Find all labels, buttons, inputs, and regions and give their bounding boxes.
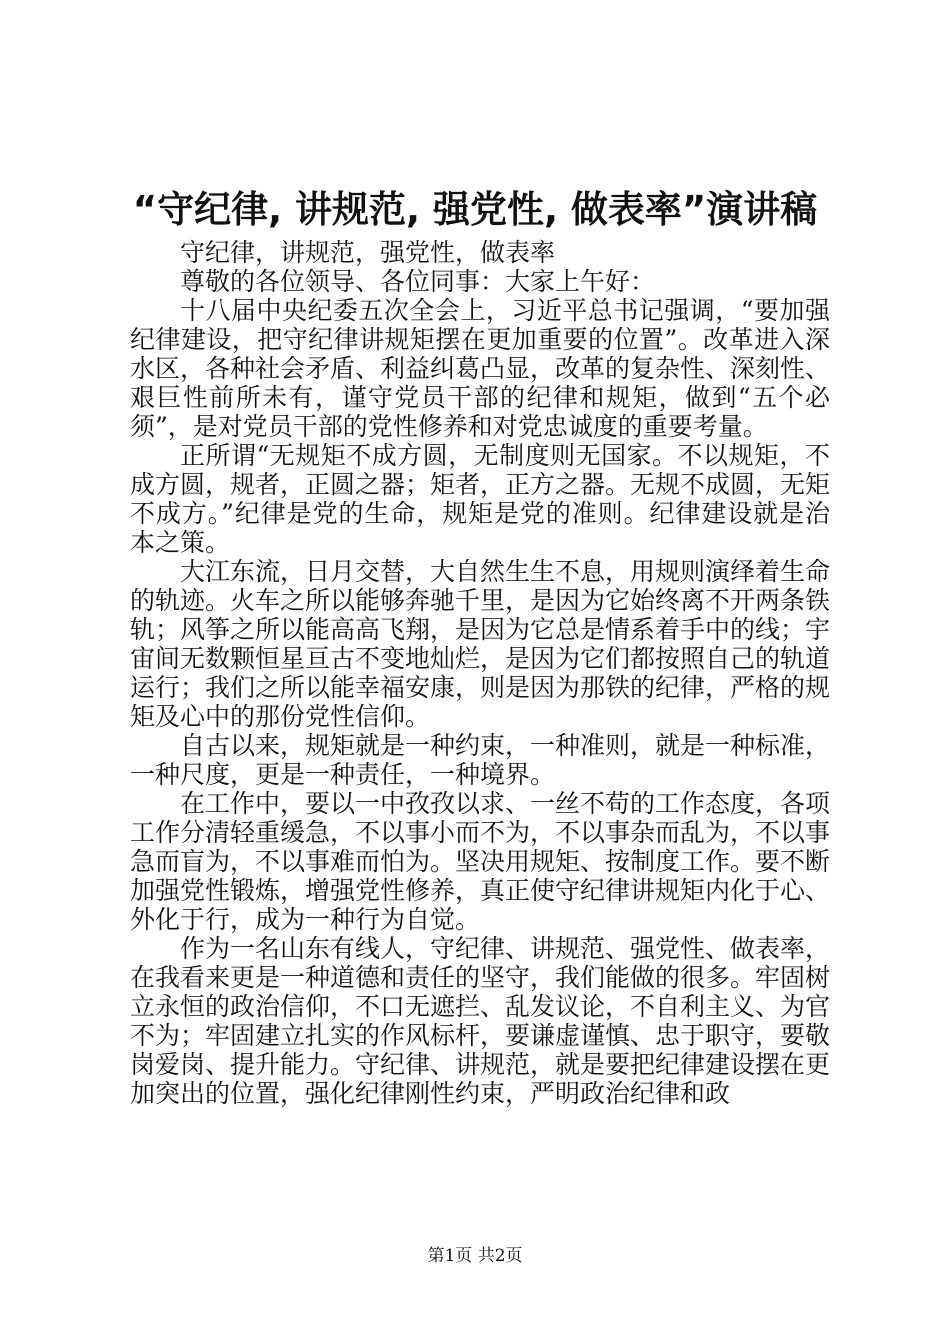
subtitle-paragraph: 守纪律，讲规范，强党性，做表率 — [180, 238, 556, 267]
body-paragraph: 自古以来，规矩就是一种约束，一种准则，就是一种标准，一种尺度，更是一种责任，一种境界。 — [130, 731, 831, 789]
body-paragraph: 十八届中央纪委五次全会上，习近平总书记强调，“要加强纪律建设，把守纪律讲规矩摆在更加重要的位置”。改革进入深水区，各种社会矛盾、利益纠葛凸显，改革的复杂性、深刻性、艰巨性前所未有，谨守党员干部的纪律和规矩，做到“五个必须”，是对党员干部的党性修养和对党忠诚度的重要考量。 — [130, 296, 831, 441]
body-paragraph: 正所谓“无规矩不成方圆，无制度则无国家。不以规矩，不成方圆，规者，正圆之器；矩者，正方之器。无规不成圆，无矩不成方。”纪律是党的生命，规矩是党的准则。纪律建设就是治本之策。 — [130, 441, 831, 557]
greeting-paragraph: 尊敬的各位领导、各位同事：大家上午好： — [180, 267, 656, 296]
page-number-footer: 第1页 共2页 — [427, 1246, 523, 1266]
body-paragraph: 大江东流，日月交替，大自然生生不息，用规则演绎着生命的轨迹。火车之所以能够奔驰千里，是因为它始终离不开两条铁轨；风筝之所以能高高飞翔，是因为它总是情系着手中的线；宇宙间无数颗恒星亘古不变地灿烂，是因为它们都按照自己的轨道运行；我们之所以能幸福安康，则是因为那铁的纪律，严格的规矩及心中的那份党性信仰。 — [130, 557, 831, 731]
document-title: “守纪律, 讲规范, 强党性, 做表率”演讲稿 — [132, 188, 818, 231]
body-paragraph: 在工作中，要以一中孜孜以求、一丝不苟的工作态度，各项工作分清轻重缓急，不以事小而不为，不以事杂而乱为，不以事急而盲为，不以事难而怕为。坚决用规矩、按制度工作。要不断加强党性锻炼，增强党性修养，真正使守纪律讲规矩内化于心、外化于行，成为一种行为自觉。 — [130, 789, 831, 934]
document-body — [130, 238, 830, 1108]
body-paragraph: 作为一名山东有线人，守纪律、讲规范、强党性、做表率，在我看来更是一种道德和责任的坚守，我们能做的很多。牢固树立永恒的政治信仰，不口无遮拦、乱发议论，不自利主义、为官不为；牢固建立扎实的作风标杆，要谦虚谨慎、忠于职守，要敬岗爱岗、提升能力。守纪律、讲规范，就是要把纪律建设摆在更加突出的位置，强化纪律刚性约束，严明政治纪律和政 — [130, 934, 831, 1108]
